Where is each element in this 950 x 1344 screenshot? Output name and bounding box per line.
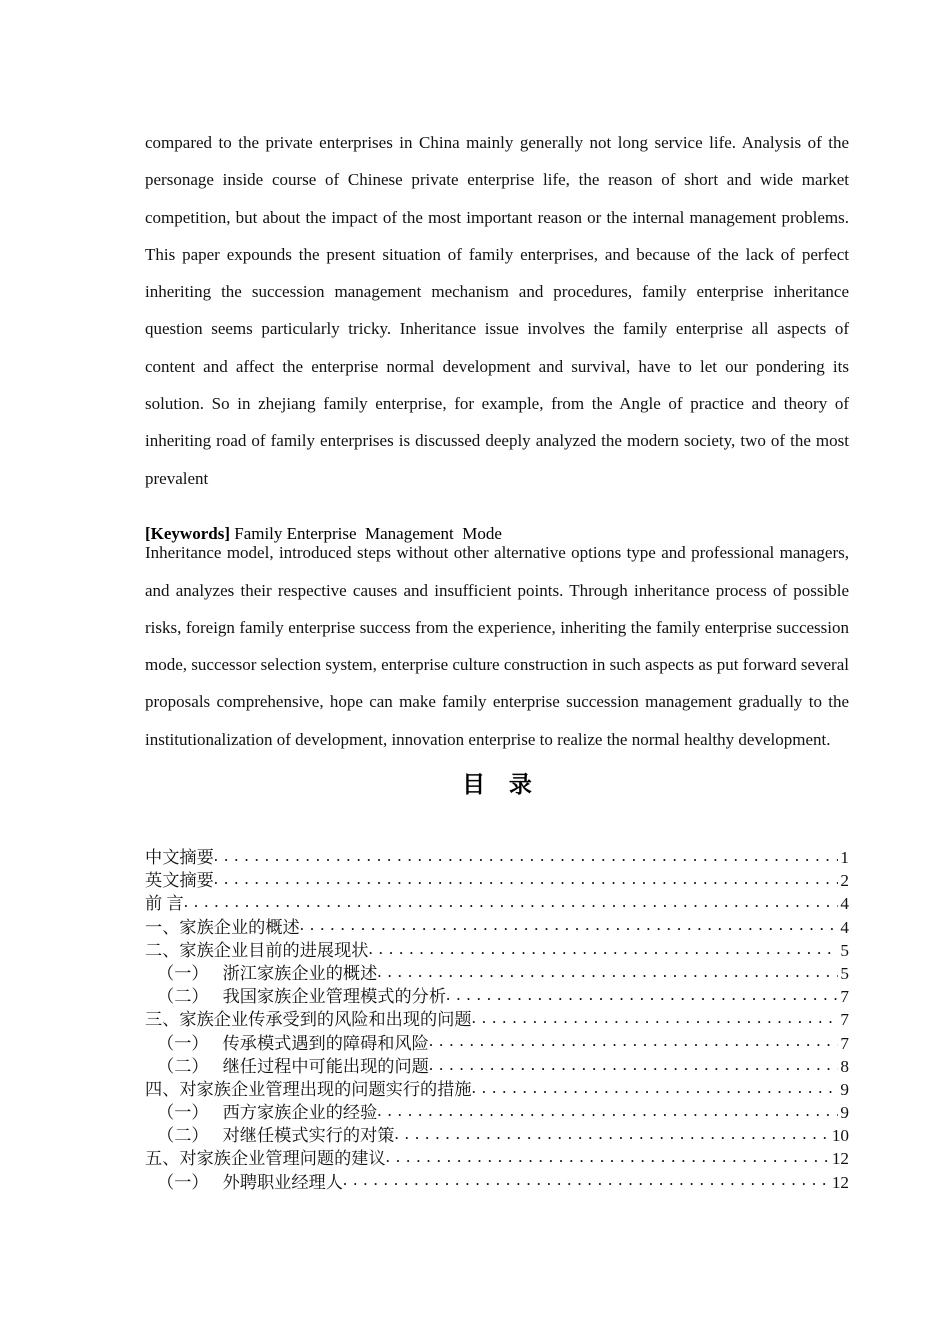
toc-entry-page-number: 2	[840, 871, 849, 891]
toc-dot-leader	[214, 869, 838, 886]
toc-entry-page-number: 9	[840, 1079, 849, 1099]
toc-entry-page-number: 4	[840, 917, 849, 937]
toc-entry[interactable]	[145, 982, 849, 1005]
abstract-paragraph-2: Inheritance model, introduced steps without other alternative options type and professional managers, and analyzes their respective causes and insufficient points. Through inheritance process of possible risks, foreign family enterprise success from the experience, inheriting the family enterprise succession mode, successor selection system, enterprise culture construction in such aspects as put forward several proposals comprehensive, hope can make family enterprise succession management gradually to the institutionalization of development, innovation enterprise to realize the normal healthy development.	[145, 543, 849, 749]
abstract-body	[145, 124, 849, 758]
toc-dot-leader	[377, 962, 838, 979]
toc-entry-page-number: 12	[831, 1172, 849, 1192]
toc-dot-leader	[429, 1055, 838, 1072]
toc-entry[interactable]	[145, 959, 849, 982]
table-of-contents	[145, 843, 849, 1191]
toc-entry[interactable]	[145, 866, 849, 889]
toc-entry-number: （一）	[157, 1033, 209, 1053]
toc-entry-title	[157, 1052, 429, 1077]
toc-entry-title	[157, 1098, 377, 1123]
toc-entry-title	[157, 982, 446, 1007]
toc-dot-leader	[343, 1170, 831, 1187]
toc-entry-text: 浙江家族企业的概述	[222, 963, 378, 983]
toc-entry-text: 外聘职业经理人	[222, 1172, 343, 1192]
toc-entry[interactable]	[145, 1052, 849, 1075]
toc-dot-leader	[446, 985, 838, 1002]
toc-entry[interactable]	[145, 913, 849, 936]
toc-entry-number: （一）	[157, 963, 209, 983]
toc-entry[interactable]	[145, 936, 849, 959]
toc-entry-title: 中文摘要	[145, 848, 214, 867]
toc-entry-page-number: 1	[840, 848, 849, 867]
toc-dot-leader	[214, 846, 838, 863]
toc-dot-leader	[386, 1147, 831, 1164]
toc-entry-page-number: 4	[840, 894, 849, 914]
keywords-value: Family Enterprise Management Mode	[229, 524, 502, 543]
toc-dot-leader	[472, 1008, 838, 1025]
toc-entry[interactable]	[145, 889, 849, 912]
keywords-label: [Keywords]	[145, 524, 230, 543]
toc-entry-page-number: 7	[840, 1033, 849, 1053]
toc-entry-page-number: 5	[840, 940, 849, 960]
toc-entry-text: 西方家族企业的经验	[222, 1103, 378, 1123]
toc-entry-number: （一）	[157, 1172, 209, 1192]
toc-entry[interactable]	[145, 1168, 849, 1191]
toc-entry-title: 五、对家族企业管理问题的建议	[145, 1149, 386, 1169]
toc-entry-page-number: 10	[831, 1126, 849, 1146]
toc-entry-text: 传承模式遇到的障碍和风险	[222, 1033, 429, 1053]
toc-entry-number: （一）	[157, 1103, 209, 1123]
toc-dot-leader	[429, 1031, 838, 1048]
toc-entry-number: （二）	[157, 1056, 209, 1076]
toc-entry-page-number: 12	[831, 1149, 849, 1169]
toc-entry-title	[157, 1168, 343, 1193]
toc-entry-text: 对继任模式实行的对策	[222, 1126, 395, 1146]
toc-entry[interactable]	[145, 1098, 849, 1121]
toc-entry[interactable]	[145, 1005, 849, 1028]
toc-entry-page-number: 7	[840, 1010, 849, 1030]
toc-entry-page-number: 7	[840, 987, 849, 1007]
toc-dot-leader	[300, 915, 838, 932]
toc-entry[interactable]	[145, 1144, 849, 1167]
toc-entry[interactable]	[145, 1121, 849, 1144]
toc-entry[interactable]	[145, 1075, 849, 1098]
toc-entry-text: 继任过程中可能出现的问题	[222, 1056, 429, 1076]
toc-entry-title: 一、家族企业的概述	[145, 917, 300, 937]
toc-entry[interactable]	[145, 1029, 849, 1052]
keywords-line	[145, 521, 849, 547]
toc-entry-number: （二）	[157, 987, 209, 1007]
toc-entry-title	[157, 959, 377, 984]
toc-entry-title	[157, 1029, 429, 1054]
toc-entry-title: 三、家族企业传承受到的风险和出现的问题	[145, 1010, 472, 1030]
abstract-paragraph-1: compared to the private enterprises in China mainly generally not long service life. Analysis of the personage inside course of Chinese private enterprise life, the reason of short and wide market competition, but about the impact of the most important reason or the internal management problems. This paper expounds the present situation of family enterprises, and because of the lack of perfect inheriting the succession management mechanism and procedures, family enterprise inheritance question seems particularly tricky. Inheritance issue involves the family enterprise all aspects of content and affect the enterprise normal development and survival, have to let our pondering its solution. So in zhejiang family enterprise, for example, from the Angle of practice and theory of inheriting road of family enterprises is discussed deeply analyzed the modern society, two of the most prevalent	[145, 133, 849, 488]
toc-entry-title: 英文摘要	[145, 871, 214, 891]
toc-entry[interactable]	[145, 843, 849, 866]
toc-dot-leader	[368, 939, 838, 956]
toc-dot-leader	[377, 1101, 838, 1118]
toc-entry-page-number: 8	[840, 1056, 849, 1076]
toc-entry-title	[157, 1121, 394, 1146]
toc-entry-title: 前 言	[145, 894, 184, 914]
toc-dot-leader	[184, 892, 838, 909]
toc-heading: 目 录	[462, 772, 541, 797]
toc-entry-page-number: 5	[840, 963, 849, 983]
toc-entry-title: 四、对家族企业管理出现的问题实行的措施	[145, 1079, 472, 1099]
toc-dot-leader	[472, 1078, 838, 1095]
toc-entry-text: 我国家族企业管理模式的分析	[222, 987, 447, 1007]
toc-entry-number: （二）	[157, 1126, 209, 1146]
toc-entry-page-number: 9	[840, 1103, 849, 1123]
toc-dot-leader	[394, 1124, 830, 1141]
toc-entry-title: 二、家族企业目前的进展现状	[145, 940, 369, 960]
